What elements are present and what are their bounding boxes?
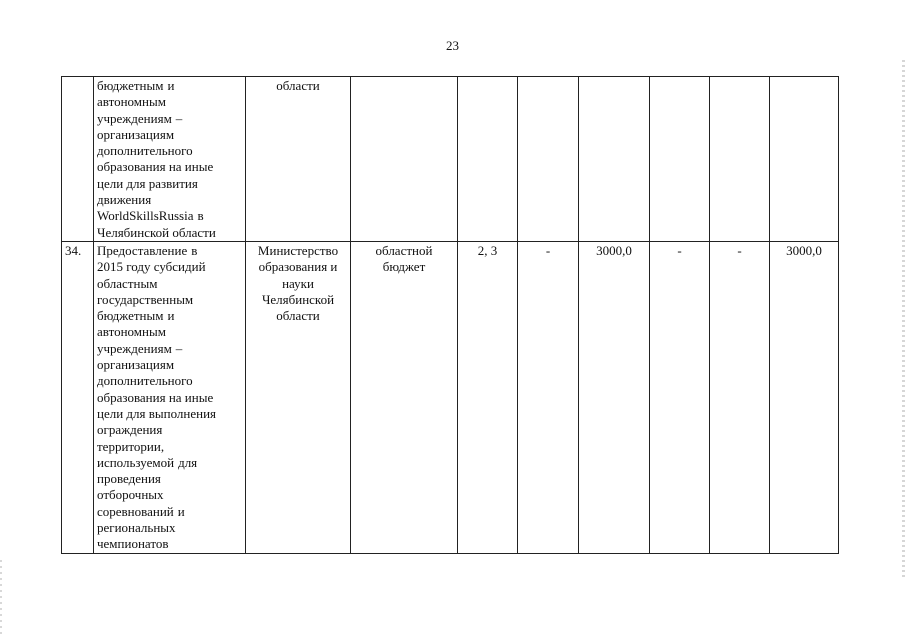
description-line [97, 111, 242, 127]
description-word: в [197, 208, 204, 224]
description-line [97, 208, 242, 224]
description-line: ограждения [97, 422, 163, 438]
description-line: автономным [97, 94, 166, 110]
program-measures-table [61, 76, 839, 554]
description-line: движения [97, 192, 152, 208]
description-line: дополнительного [97, 373, 193, 389]
page-number: 23 [446, 38, 459, 53]
amount-cell: - [650, 241, 710, 553]
description-word: Предоставление [97, 242, 188, 258]
description-line [97, 455, 242, 471]
description-line: отборочных [97, 487, 164, 503]
description-word: для [178, 454, 198, 470]
row-number-cell: 34. [62, 241, 94, 553]
amount-cell [710, 77, 770, 242]
total-amount-cell: 3000,0 [770, 241, 839, 553]
table-row [62, 241, 839, 553]
description-word: соревнований [97, 503, 174, 519]
description-word: учреждениям [97, 340, 172, 356]
description-line: Челябинской области [97, 224, 216, 240]
description-word: – [175, 340, 183, 356]
description-line: образования на иные [97, 159, 214, 175]
amount-cell [579, 77, 650, 242]
task-number-cell [458, 77, 518, 242]
task-number-cell: 2, 3 [458, 241, 518, 553]
row-number-cell [62, 77, 94, 242]
description-line: областным [97, 275, 158, 291]
executor-cell: Министерство образования и науки Челябинской области [246, 241, 351, 553]
description-word: бюджетным [97, 308, 164, 324]
description-line: региональных [97, 520, 176, 536]
description-word: – [175, 110, 183, 126]
description-line: автономным [97, 324, 166, 340]
description-word: бюджетным [97, 78, 164, 93]
executor-cell: области [246, 77, 351, 242]
amount-cell [518, 77, 579, 242]
amount-cell [650, 77, 710, 242]
description-line [97, 308, 242, 324]
description-line: организациям [97, 126, 175, 142]
description-cell [94, 77, 246, 242]
description-line: государственным [97, 291, 194, 307]
description-line: дополнительного [97, 143, 193, 159]
description-word: и [177, 503, 185, 519]
total-amount-cell [770, 77, 839, 242]
description-line [97, 341, 242, 357]
description-word: WorldSkillsRussia [97, 208, 194, 224]
description-word: и [167, 308, 175, 324]
description-cell [94, 241, 246, 553]
description-line: организациям [97, 357, 175, 373]
description-line: чемпионатов [97, 536, 169, 552]
description-word: учреждениям [97, 110, 172, 126]
table-row [62, 77, 839, 242]
amount-cell: 3000,0 [579, 241, 650, 553]
description-line: цели для выполнения [97, 405, 217, 421]
description-line: цели для развития [97, 175, 198, 191]
description-line: проведения [97, 471, 161, 487]
description-line [97, 504, 242, 520]
amount-cell: - [518, 241, 579, 553]
funding-source-cell: областной бюджет [351, 241, 458, 553]
description-word: используемой [97, 454, 175, 470]
funding-source-cell [351, 77, 458, 242]
description-line [97, 78, 242, 94]
description-line: 2015 году субсидий [97, 259, 206, 275]
description-word: в [191, 242, 198, 258]
description-line: образования на иные [97, 389, 214, 405]
description-line: территории, [97, 438, 165, 454]
amount-cell: - [710, 241, 770, 553]
description-line [97, 243, 242, 259]
description-word: и [167, 78, 175, 93]
scan-artifact-left [0, 560, 2, 635]
